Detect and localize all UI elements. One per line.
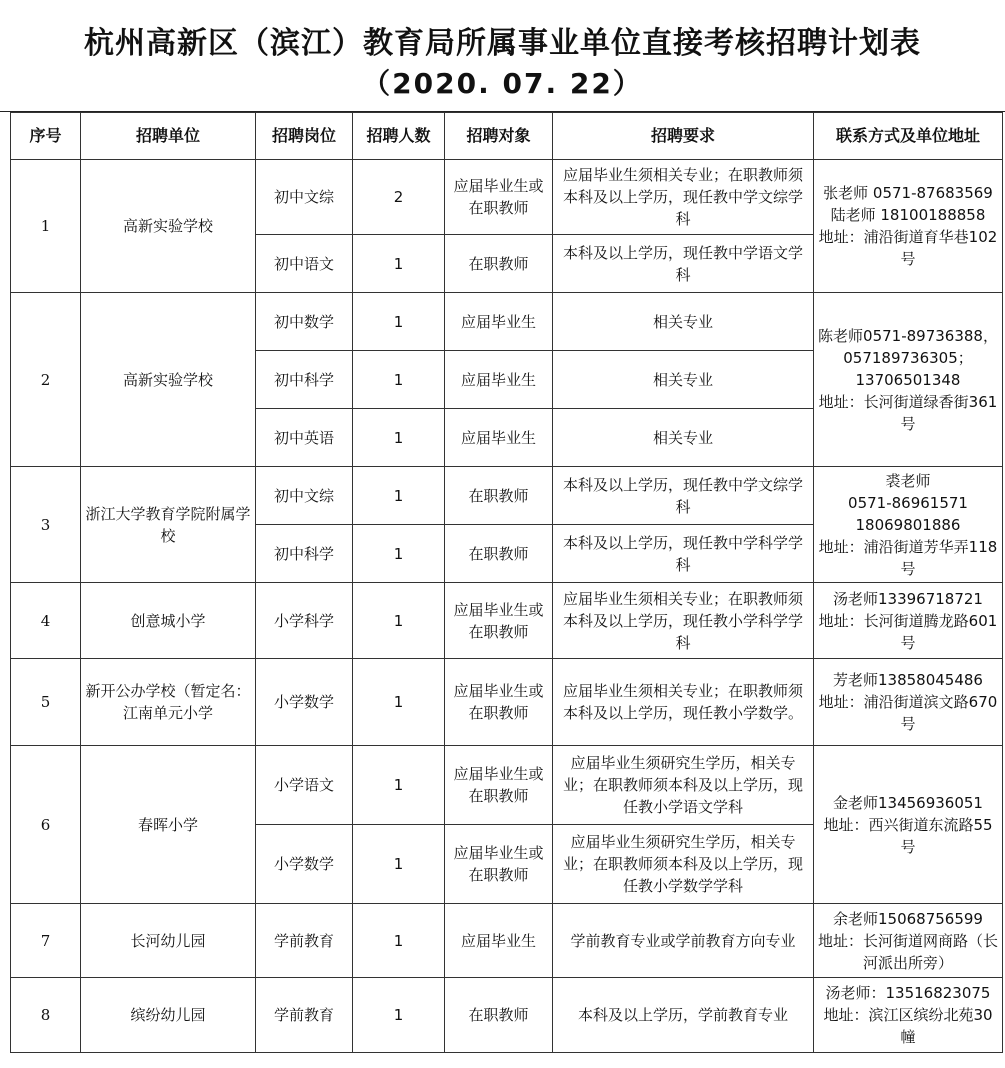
requirement: 本科及以上学历，现任教中学文综学科 [553, 467, 814, 525]
recruiting-unit: 高新实验学校 [81, 293, 256, 467]
header-unit: 招聘单位 [81, 113, 256, 160]
row-number: 4 [11, 583, 81, 659]
contact-address: 汤老师：13516823075 地址：滨江区缤纷北苑30幢 [814, 978, 1003, 1053]
post-name: 小学语文 [256, 746, 353, 825]
row-number: 8 [11, 978, 81, 1053]
header-count: 招聘人数 [353, 113, 445, 160]
contact-address: 金老师13456936051 地址：西兴街道东流路55号 [814, 746, 1003, 904]
requirement: 学前教育专业或学前教育方向专业 [553, 904, 814, 978]
requirement: 应届毕业生须研究生学历，相关专业；在职教师须本科及以上学历，现任教小学数学学科 [553, 825, 814, 904]
contact-address: 陈老师0571-89736388，057189736305；13706501348 地址：长河街道绿香街361号 [814, 293, 1003, 467]
header-no: 序号 [11, 113, 81, 160]
header-row [11, 113, 1003, 160]
document-date: （2020. 07. 22） [362, 67, 643, 100]
recruit-target: 应届毕业生或在职教师 [445, 746, 553, 825]
row-number: 1 [11, 160, 81, 293]
requirement: 应届毕业生须研究生学历，相关专业；在职教师须本科及以上学历，现任教小学语文学科 [553, 746, 814, 825]
requirement: 应届毕业生须相关专业；在职教师须本科及以上学历，现任教中学文综学科 [553, 160, 814, 235]
post-name: 初中文综 [256, 467, 353, 525]
recruiting-unit: 新开公办学校（暂定名：江南单元小学 [81, 659, 256, 746]
recruit-target: 应届毕业生或在职教师 [445, 659, 553, 746]
post-name: 初中文综 [256, 160, 353, 235]
headcount: 1 [353, 659, 445, 746]
recruit-target: 应届毕业生或在职教师 [445, 583, 553, 659]
document-title: 杭州高新区（滨江）教育局所属事业单位直接考核招聘计划表 [84, 26, 921, 61]
recruiting-unit: 浙江大学教育学院附属学校 [81, 467, 256, 583]
recruit-target: 应届毕业生 [445, 293, 553, 351]
requirement: 相关专业 [553, 293, 814, 351]
table-row [11, 659, 1003, 746]
headcount: 1 [353, 825, 445, 904]
recruiting-unit: 高新实验学校 [81, 160, 256, 293]
header-target: 招聘对象 [445, 113, 553, 160]
headcount: 1 [353, 235, 445, 293]
headcount: 1 [353, 293, 445, 351]
post-name: 初中数学 [256, 293, 353, 351]
requirement: 应届毕业生须相关专业；在职教师须本科及以上学历，现任教小学数学。 [553, 659, 814, 746]
header-requirement: 招聘要求 [553, 113, 814, 160]
recruiting-unit: 长河幼儿园 [81, 904, 256, 978]
row-number: 6 [11, 746, 81, 904]
post-name: 初中语文 [256, 235, 353, 293]
post-name: 小学科学 [256, 583, 353, 659]
headcount: 1 [353, 904, 445, 978]
title-block [0, 0, 1005, 112]
headcount: 1 [353, 978, 445, 1053]
table-row [11, 583, 1003, 659]
recruiting-unit: 创意城小学 [81, 583, 256, 659]
requirement: 相关专业 [553, 409, 814, 467]
recruit-target: 在职教师 [445, 467, 553, 525]
recruiting-unit: 春晖小学 [81, 746, 256, 904]
table-row [11, 467, 1003, 525]
header-contact: 联系方式及单位地址 [814, 113, 1003, 160]
post-name: 初中科学 [256, 351, 353, 409]
table-row [11, 746, 1003, 825]
requirement: 本科及以上学历，现任教中学科学学科 [553, 525, 814, 583]
table-row [11, 904, 1003, 978]
row-number: 5 [11, 659, 81, 746]
table-row [11, 978, 1003, 1053]
recruit-target: 应届毕业生 [445, 904, 553, 978]
headcount: 1 [353, 746, 445, 825]
post-name: 小学数学 [256, 659, 353, 746]
recruit-target: 在职教师 [445, 235, 553, 293]
post-name: 学前教育 [256, 904, 353, 978]
header-post: 招聘岗位 [256, 113, 353, 160]
headcount: 1 [353, 409, 445, 467]
table-body [11, 160, 1003, 1053]
recruit-target: 应届毕业生 [445, 351, 553, 409]
contact-address: 裘老师 0571-86961571 18069801886 地址：浦沿街道芳华弄118号 [814, 467, 1003, 583]
contact-address: 汤老师13396718721 地址：长河街道腾龙路601号 [814, 583, 1003, 659]
post-name: 初中科学 [256, 525, 353, 583]
post-name: 学前教育 [256, 978, 353, 1053]
requirement: 本科及以上学历，现任教中学语文学科 [553, 235, 814, 293]
contact-address: 余老师15068756599 地址：长河街道网商路（长河派出所旁） [814, 904, 1003, 978]
requirement: 本科及以上学历，学前教育专业 [553, 978, 814, 1053]
row-number: 3 [11, 467, 81, 583]
requirement: 应届毕业生须相关专业；在职教师须本科及以上学历，现任教小学科学学科 [553, 583, 814, 659]
headcount: 1 [353, 351, 445, 409]
row-number: 2 [11, 293, 81, 467]
contact-address: 张老师 0571-87683569 陆老师 18100188858 地址：浦沿街道育华巷102号 [814, 160, 1003, 293]
recruiting-unit: 缤纷幼儿园 [81, 978, 256, 1053]
recruit-target: 应届毕业生或在职教师 [445, 160, 553, 235]
recruitment-table [10, 112, 1003, 1053]
recruit-target: 应届毕业生或在职教师 [445, 825, 553, 904]
recruit-target: 应届毕业生 [445, 409, 553, 467]
row-number: 7 [11, 904, 81, 978]
requirement: 相关专业 [553, 351, 814, 409]
headcount: 2 [353, 160, 445, 235]
table-row [11, 160, 1003, 235]
post-name: 初中英语 [256, 409, 353, 467]
table-row [11, 293, 1003, 351]
headcount: 1 [353, 467, 445, 525]
recruit-target: 在职教师 [445, 525, 553, 583]
recruit-target: 在职教师 [445, 978, 553, 1053]
headcount: 1 [353, 525, 445, 583]
post-name: 小学数学 [256, 825, 353, 904]
contact-address: 芳老师13858045486 地址：浦沿街道滨文路670号 [814, 659, 1003, 746]
headcount: 1 [353, 583, 445, 659]
